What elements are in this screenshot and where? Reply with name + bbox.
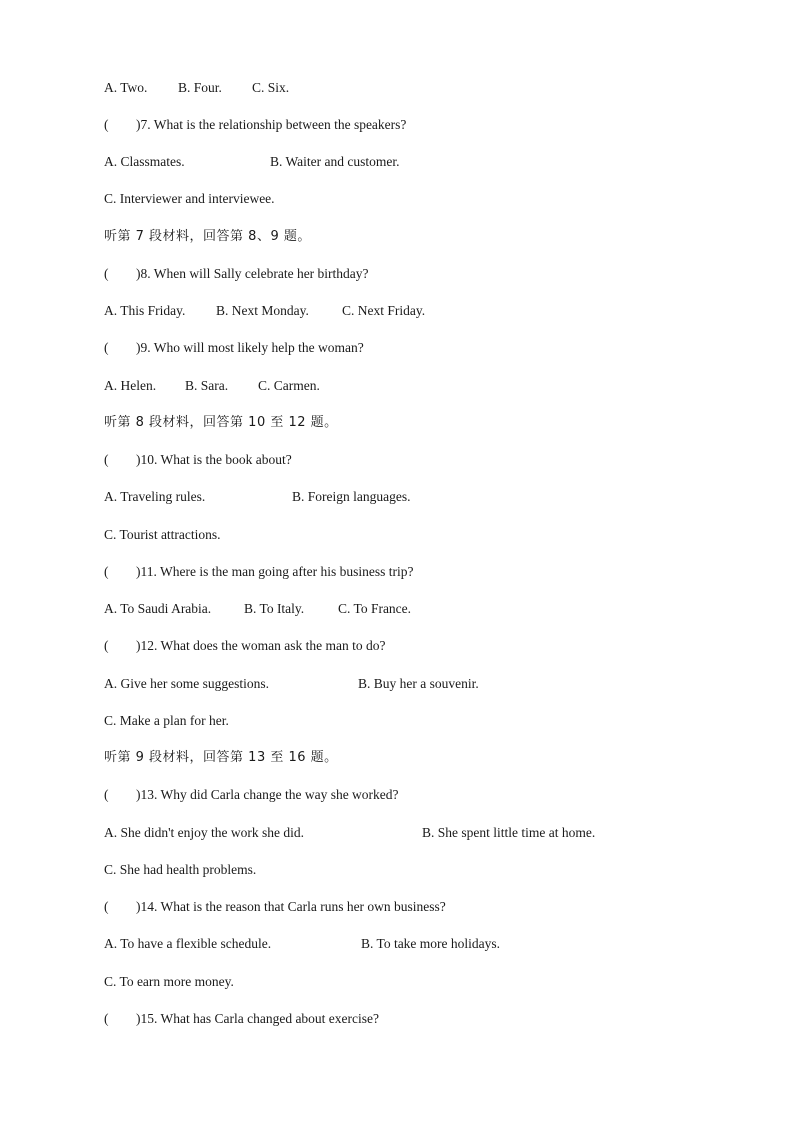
option-a: A. Give her some suggestions. (104, 676, 269, 691)
option-a: A. Two. (104, 80, 148, 95)
option-c: C. To France. (338, 601, 412, 616)
option-b: B. She spent little time at home. (422, 825, 596, 840)
option-c: C. Tourist attractions. (104, 527, 221, 542)
question-11 (104, 562, 413, 582)
section-heading: 听第 9 段材料，回答第 13 至 16 题。 (104, 750, 338, 765)
answer-bracket: ( (104, 340, 109, 355)
question-7 (104, 115, 406, 135)
question-10 (104, 450, 292, 470)
option-a: A. To Saudi Arabia. (104, 601, 212, 616)
answer-bracket: ( (104, 564, 109, 579)
option-c: C. Carmen. (258, 378, 320, 393)
question-15 (104, 1009, 379, 1029)
option-b: B. Waiter and customer. (270, 154, 400, 169)
question-14 (104, 897, 446, 917)
answer-bracket: ( (104, 117, 109, 132)
question-13 (104, 785, 399, 805)
option-b: B. Four. (178, 80, 222, 95)
question-text: )9. Who will most likely help the woman? (136, 340, 364, 355)
option-a: A. She didn't enjoy the work she did. (104, 825, 305, 840)
option-b: B. Buy her a souvenir. (358, 676, 479, 691)
option-a: A. Classmates. (104, 154, 185, 169)
option-c: C. She had health problems. (104, 862, 257, 877)
option-b: B. Foreign languages. (292, 489, 411, 504)
answer-bracket: ( (104, 638, 109, 653)
section-heading: 听第 7 段材料，回答第 8、9 题。 (104, 229, 311, 244)
question-text: )11. Where is the man going after his business trip? (136, 564, 414, 579)
question-text: )7. What is the relationship between the speakers? (136, 117, 407, 132)
section-heading: 听第 8 段材料，回答第 10 至 12 题。 (104, 415, 338, 430)
answer-bracket: ( (104, 899, 109, 914)
answer-bracket: ( (104, 452, 109, 467)
option-a: A. This Friday. (104, 303, 186, 318)
option-a: A. Helen. (104, 378, 157, 393)
option-c: C. Interviewer and interviewee. (104, 191, 275, 206)
option-b: B. To take more holidays. (361, 936, 501, 951)
question-text: )10. What is the book about? (136, 452, 292, 467)
option-c: C. To earn more money. (104, 974, 234, 989)
question-8 (104, 264, 369, 284)
option-b: B. To Italy. (244, 601, 305, 616)
question-text: )15. What has Carla changed about exercise? (136, 1011, 380, 1026)
option-c: C. Next Friday. (342, 303, 426, 318)
question-text: )12. What does the woman ask the man to do? (136, 638, 386, 653)
question-12 (104, 636, 385, 656)
question-text: )8. When will Sally celebrate her birthday? (136, 266, 369, 281)
answer-bracket: ( (104, 1011, 109, 1026)
answer-bracket: ( (104, 266, 109, 281)
question-9 (104, 338, 364, 358)
option-c: C. Make a plan for her. (104, 713, 229, 728)
option-b: B. Sara. (185, 378, 229, 393)
option-a: A. Traveling rules. (104, 489, 206, 504)
option-b: B. Next Monday. (216, 303, 309, 318)
option-a: A. To have a flexible schedule. (104, 936, 272, 951)
question-text: )14. What is the reason that Carla runs her own business? (136, 899, 446, 914)
answer-bracket: ( (104, 787, 109, 802)
option-c: C. Six. (252, 80, 290, 95)
question-text: )13. Why did Carla change the way she worked? (136, 787, 399, 802)
